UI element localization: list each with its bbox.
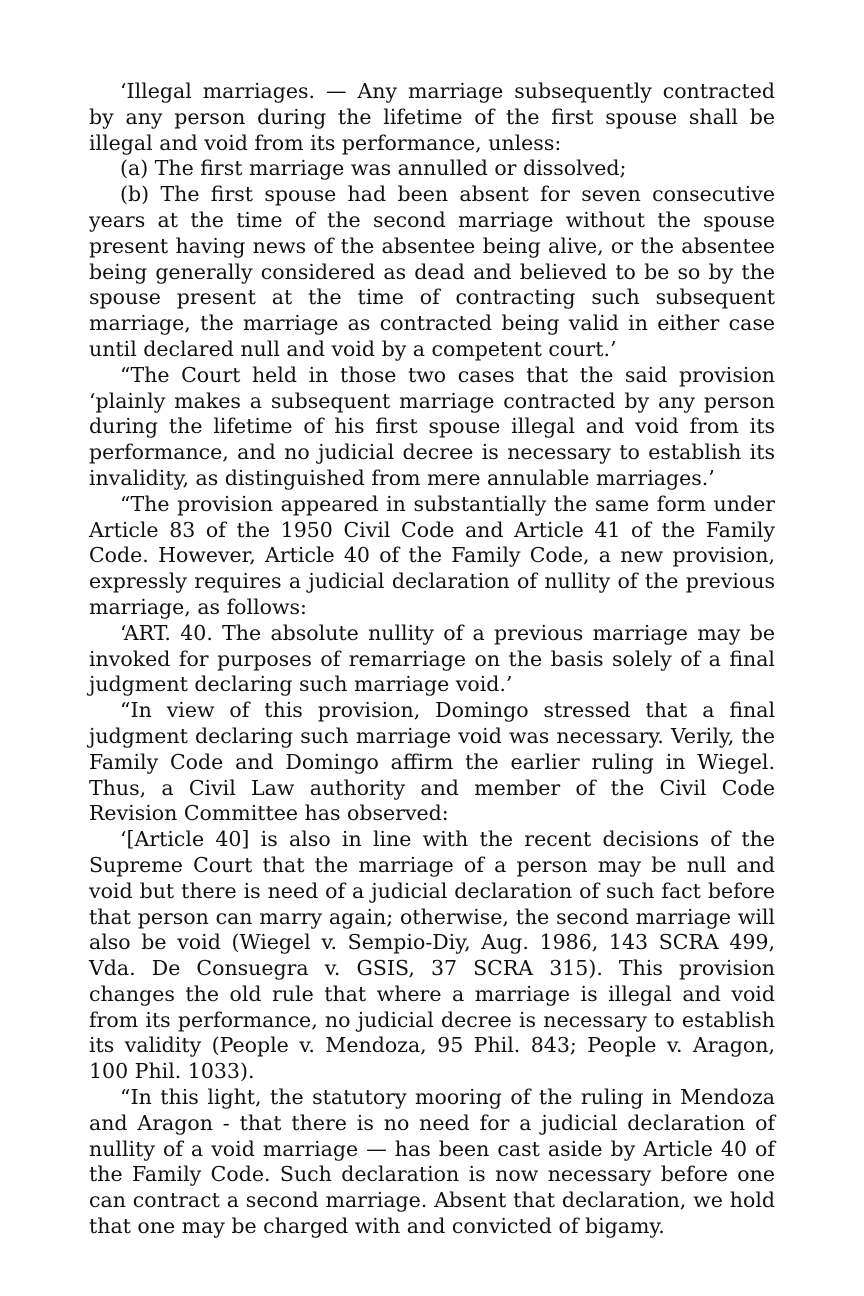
paragraph-domingo: “In view of this provision, Domingo stressed that a final judgment declaring such marriage void was necessary. Verily, the Family Code and Domingo affirm the earlier ruling in Wiegel. Thus, a Civil Law authority and member of the Civil Code Revision Committee has observed:	[89, 698, 775, 826]
paragraph-conclusion: “In this light, the statutory mooring of the ruling in Mendoza and Aragon - that there is no need for a judicial declaration of nullity of a void marriage — has been cast aside by Article 40 of the Family Code. Such declaration is now necessary before one can contract a second marriage. Absent that declaration, we hold that one may be charged with and convicted of bigamy.	[89, 1085, 775, 1239]
paragraph-court-held: “The Court held in those two cases that the said provision ‘plainly makes a subsequent marriage contracted by any person during the lifetime of his first spouse illegal and void from its performance, and no judicial decree is necessary to establish its invalidity, as distinguished from mere annulable marriages.’	[89, 362, 775, 490]
paragraph-illegal-marriages: ‘Illegal marriages. — Any marriage subsequently contracted by any person during the lifetime of the first spouse shall be illegal and void from its performance, unless:	[89, 79, 775, 155]
paragraph-clause-b: (b) The first spouse had been absent for seven consecutive years at the time of the second marriage without the spouse present having news of the absentee being alive, or the absentee being generally considered as dead and believed to be so by the spouse present at the time of contracting such subsequent marriage, the marriage as contracted being valid in either case until declared null and void by a competent court.’	[89, 182, 775, 361]
paragraph-article-40-quote: ‘[Article 40] is also in line with the recent decisions of the Supreme Court that the marriage of a person may be null and void but there is need of a judicial declaration of such fact before that person can marry again; otherwise, the second marriage will also be void (Wiegel v. Sempio-Diy, Aug. 1986, 143 SCRA 499, Vda. De Consuegra v. GSIS, 37 SCRA 315). This provision changes the old rule that where a marriage is illegal and void from its performance, no judicial decree is necessary to establish its validity (People v. Mendoza, 95 Phil. 843; People v. Aragon, 100 Phil. 1033).	[89, 827, 775, 1084]
paragraph-provision-appeared: “The provision appeared in substantially the same form under Article 83 of the 1950 Civil Code and Article 41 of the Family Code. However, Article 40 of the Family Code, a new provision, expressly requires a judicial declaration of nullity of the previous marriage, as follows:	[89, 491, 775, 619]
document-page	[89, 79, 775, 1240]
paragraph-art-40: ‘ART. 40. The absolute nullity of a previous marriage may be invoked for purposes of remarriage on the basis solely of a final judgment declaring such marriage void.’	[89, 620, 775, 697]
paragraph-clause-a: (a) The first marriage was annulled or dissolved;	[120, 156, 627, 181]
